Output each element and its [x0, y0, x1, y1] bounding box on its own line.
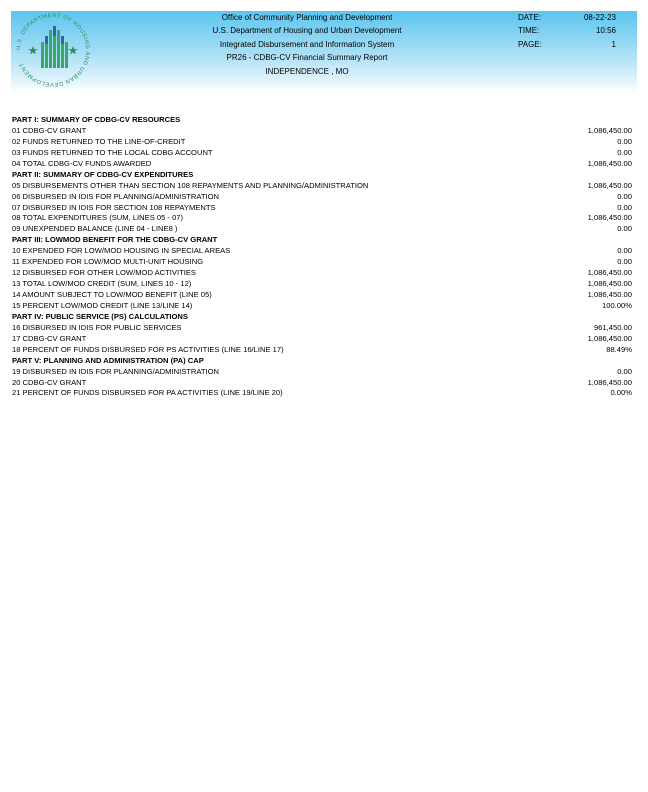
report-header-system: Integrated Disbursement and Information System — [219, 40, 395, 49]
table-row — [12, 323, 632, 334]
time-value: 10:56 — [595, 26, 616, 35]
line-label: 09 UNEXPENDED BALANCE (LINE 04 - LINE8 ) — [12, 224, 178, 234]
svg-text:U.S. DEPARTMENT OF HOUSING AND: U.S. DEPARTMENT OF HOUSING AND URBAN DEVELOPMENT — [15, 12, 91, 88]
section-title: PART V: PLANNING AND ADMINISTRATION (PA) CAP — [12, 355, 204, 365]
report-title: PR26 - CDBG-CV Financial Summary Report — [226, 53, 388, 62]
section-header — [12, 170, 632, 181]
line-label: 05 DISBURSEMENTS OTHER THAN SECTION 108 REPAYMENTS AND PLANNING/ADMINISTRATION — [12, 180, 369, 190]
time-label: TIME: — [518, 26, 540, 35]
section-header — [12, 235, 632, 246]
financial-summary-table — [12, 115, 632, 399]
line-label: 19 DISBURSED IN IDIS FOR PLANNING/ADMINISTRATION — [12, 366, 220, 376]
line-amount: 88.49% — [606, 344, 632, 354]
line-label: 14 AMOUNT SUBJECT TO LOW/MOD BENEFIT (LINE 05) — [12, 290, 212, 299]
table-row — [12, 279, 632, 290]
table-row — [12, 148, 632, 159]
line-label: 11 EXPENDED FOR LOW/MOD MULTI-UNIT HOUSING — [12, 257, 204, 267]
line-amount: 0.00 — [617, 366, 632, 376]
line-label: 02 FUNDS RETURNED TO THE LINE-OF-CREDIT — [12, 136, 186, 146]
line-amount: 0.00 — [617, 136, 632, 146]
line-amount: 0.00 — [617, 224, 632, 234]
line-label: 18 PERCENT OF FUNDS DISBURSED FOR PS ACTIVITIES (LINE 16/LINE 17) — [12, 344, 284, 354]
report-header-banner — [11, 11, 637, 93]
table-row — [12, 301, 632, 312]
page-label: PAGE: — [518, 40, 542, 49]
table-row — [12, 126, 632, 137]
table-row — [12, 181, 632, 192]
line-amount: 1,086,450.00 — [587, 290, 632, 299]
table-row — [12, 345, 632, 356]
line-amount: 1,086,450.00 — [587, 158, 632, 168]
line-label: 03 FUNDS RETURNED TO THE LOCAL CDBG ACCOUNT — [12, 147, 213, 157]
line-label: 07 DISBURSED IN IDIS FOR SECTION 108 REPAYMENTS — [12, 202, 216, 212]
line-label: 04 TOTAL CDBG-CV FUNDS AWARDED — [12, 158, 152, 168]
section-title: PART III: LOWMOD BENEFIT FOR THE CDBG-CV GRANT — [12, 235, 218, 245]
table-row — [12, 268, 632, 279]
table-row — [12, 137, 632, 148]
table-row — [12, 290, 632, 301]
table-row — [12, 388, 632, 399]
line-amount: 1,086,450.00 — [587, 125, 632, 135]
line-amount: 961,450.00 — [593, 322, 632, 332]
table-row — [12, 159, 632, 170]
section-header — [12, 312, 632, 323]
line-label: 21 PERCENT OF FUNDS DISBURSED FOR PA ACTIVITIES (LINE 19/LINE 20) — [12, 388, 283, 398]
line-amount: 1,086,450.00 — [587, 279, 632, 289]
section-header — [12, 115, 632, 126]
line-label: 12 DISBURSED FOR OTHER LOW/MOD ACTIVITIES — [12, 268, 196, 278]
line-label: 13 TOTAL LOW/MOD CREDIT (SUM, LINES 10 - 12) — [12, 279, 192, 289]
report-header-office: Office of Community Planning and Development — [221, 13, 393, 22]
table-row — [12, 367, 632, 378]
line-amount: 0.00 — [617, 246, 632, 256]
table-row — [12, 192, 632, 203]
section-title: PART II: SUMMARY OF CDBG-CV EXPENDITURES — [12, 169, 194, 179]
table-row — [12, 378, 632, 389]
page-number: 1 — [611, 40, 616, 49]
line-amount: 1,086,450.00 — [587, 213, 632, 223]
table-row — [12, 213, 632, 224]
report-header-department: U.S. Department of Housing and Urban Development — [212, 26, 402, 35]
line-amount: 0.00 — [617, 191, 632, 201]
line-amount: 0.00 — [617, 202, 632, 212]
line-label: 10 EXPENDED FOR LOW/MOD HOUSING IN SPECIAL AREAS — [12, 246, 231, 256]
date-value: 08-22-23 — [583, 13, 616, 22]
table-row — [12, 224, 632, 235]
table-row — [12, 203, 632, 214]
date-label: DATE: — [518, 13, 541, 22]
report-grantee: INDEPENDENCE , MO — [265, 67, 349, 76]
table-row — [12, 257, 632, 268]
line-label: 08 TOTAL EXPENDITURES (SUM, LINES 05 - 07) — [12, 213, 184, 223]
line-amount: 1,086,450.00 — [587, 333, 632, 343]
section-title: PART IV: PUBLIC SERVICE (PS) CALCULATIONS — [12, 311, 188, 321]
line-amount: 0.00 — [617, 257, 632, 267]
line-amount: 0.00 — [617, 147, 632, 157]
hud-seal-icon — [12, 12, 94, 88]
section-title: PART I: SUMMARY OF CDBG-CV RESOURCES — [12, 115, 181, 124]
line-label: 06 DISBURSED IN IDIS FOR PLANNING/ADMINISTRATION — [12, 191, 220, 201]
line-amount: 1,086,450.00 — [587, 268, 632, 278]
line-amount: 1,086,450.00 — [587, 377, 632, 387]
line-label: 15 PERCENT LOW/MOD CREDIT (LINE 13/LINE 14) — [12, 300, 193, 310]
line-label: 17 CDBG-CV GRANT — [12, 333, 87, 343]
line-label: 16 DISBURSED IN IDIS FOR PUBLIC SERVICES — [12, 322, 182, 332]
table-row — [12, 246, 632, 257]
line-label: 20 CDBG-CV GRANT — [12, 377, 87, 387]
line-amount: 0.00% — [610, 388, 632, 398]
table-row — [12, 334, 632, 345]
line-amount: 1,086,450.00 — [587, 180, 632, 190]
section-header — [12, 356, 632, 367]
line-amount: 100.00% — [602, 300, 632, 310]
line-label: 01 CDBG-CV GRANT — [12, 125, 87, 135]
